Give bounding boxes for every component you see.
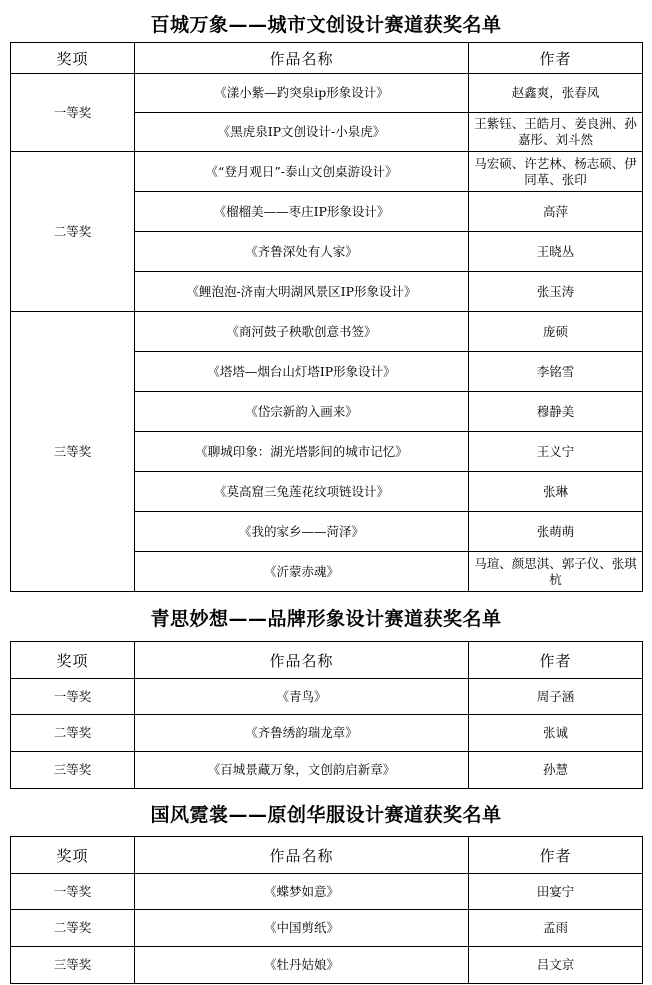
work-title-cell: 《榴榴美——枣庄IP形象设计》: [135, 192, 469, 232]
section-title-city: 百城万象——城市文创设计赛道获奖名单: [150, 14, 502, 36]
award-level-cell: 二等奖: [11, 715, 135, 752]
table-row: [11, 947, 643, 984]
work-title-cell: 《黑虎泉IP文创设计-小泉虎》: [135, 113, 469, 152]
author-cell: 孟雨: [469, 910, 643, 947]
work-title-cell: 《商河鼓子秧歌创意书签》: [135, 312, 469, 352]
work-title-cell: 《齐鲁深处有人家》: [135, 232, 469, 272]
author-cell: 庞硕: [469, 312, 643, 352]
work-title-cell: 《莫高窟三兔莲花纹项链设计》: [135, 472, 469, 512]
author-cell: 马瑄、颜思淇、郭子仪、张琪杭: [469, 552, 643, 592]
table-row: [11, 752, 643, 789]
author-cell: 高萍: [469, 192, 643, 232]
author-cell: 孙慧: [469, 752, 643, 789]
author-cell: 田宴宁: [469, 874, 643, 910]
author-cell: 张玉涛: [469, 272, 643, 312]
award-table-city: [10, 42, 643, 592]
award-level-cell: 二等奖: [11, 910, 135, 947]
author-cell: 王紫钰、王皓月、姜良洲、孙嘉彤、刘斗然: [469, 113, 643, 152]
work-title-cell: 《“登月观日”-泰山文创桌游设计》: [135, 152, 469, 192]
award-level-cell: 三等奖: [11, 312, 135, 592]
author-cell: 穆静美: [469, 392, 643, 432]
work-title-cell: 《牡丹姑娘》: [135, 947, 469, 984]
work-title-cell: 《塔塔—烟台山灯塔IP形象设计》: [135, 352, 469, 392]
work-title-cell: 《鲤泡泡-济南大明湖风景区IP形象设计》: [135, 272, 469, 312]
section-title-costume: 国风霓裳——原创华服设计赛道获奖名单: [150, 804, 502, 826]
work-title-cell: 《齐鲁绣韵瑞龙章》: [135, 715, 469, 752]
author-cell: 王义宁: [469, 432, 643, 472]
award-level-cell: 三等奖: [11, 947, 135, 984]
author-cell: 周子涵: [469, 679, 643, 715]
section-title-brand: 青思妙想——品牌形象设计赛道获奖名单: [150, 608, 502, 630]
award-level-cell: 三等奖: [11, 752, 135, 789]
author-cell: 张诚: [469, 715, 643, 752]
award-level-cell: 一等奖: [11, 679, 135, 715]
table-header-row: [11, 642, 643, 679]
table-header-row: [11, 43, 643, 74]
author-cell: 马宏硕、许艺林、杨志硕、伊同革、张印: [469, 152, 643, 192]
work-title-cell: 《我的家乡——菏泽》: [135, 512, 469, 552]
header-author: 作者: [469, 642, 643, 679]
table-row: [11, 874, 643, 910]
table-row: [11, 679, 643, 715]
work-title-cell: 《沂蒙赤魂》: [135, 552, 469, 592]
work-title-cell: 《漾小紫—趵突泉ip形象设计》: [135, 74, 469, 113]
header-award: 奖项: [11, 43, 135, 74]
author-cell: 赵鑫爽，张春凤: [469, 74, 643, 113]
table-row: [11, 910, 643, 947]
author-cell: 王晓丛: [469, 232, 643, 272]
award-level-cell: 一等奖: [11, 874, 135, 910]
award-level-cell: 二等奖: [11, 152, 135, 312]
work-title-cell: 《岱宗新韵入画来》: [135, 392, 469, 432]
table-row: [11, 74, 643, 113]
header-work: 作品名称: [135, 43, 469, 74]
author-cell: 张琳: [469, 472, 643, 512]
author-cell: 李铭雪: [469, 352, 643, 392]
header-work: 作品名称: [135, 837, 469, 874]
author-cell: 吕文京: [469, 947, 643, 984]
table-row: [11, 715, 643, 752]
header-award: 奖项: [11, 837, 135, 874]
work-title-cell: 《蝶梦如意》: [135, 874, 469, 910]
header-award: 奖项: [11, 642, 135, 679]
work-title-cell: 《中国剪纸》: [135, 910, 469, 947]
award-table-brand: [10, 641, 643, 789]
work-title-cell: 《百城景藏万象，文创韵启新章》: [135, 752, 469, 789]
work-title-cell: 《青鸟》: [135, 679, 469, 715]
work-title-cell: 《聊城印象：湖光塔影间的城市记忆》: [135, 432, 469, 472]
header-author: 作者: [469, 43, 643, 74]
author-cell: 张萌萌: [469, 512, 643, 552]
header-author: 作者: [469, 837, 643, 874]
table-row: [11, 312, 643, 352]
table-row: [11, 152, 643, 192]
award-level-cell: 一等奖: [11, 74, 135, 152]
table-header-row: [11, 837, 643, 874]
award-table-costume: [10, 836, 643, 984]
header-work: 作品名称: [135, 642, 469, 679]
